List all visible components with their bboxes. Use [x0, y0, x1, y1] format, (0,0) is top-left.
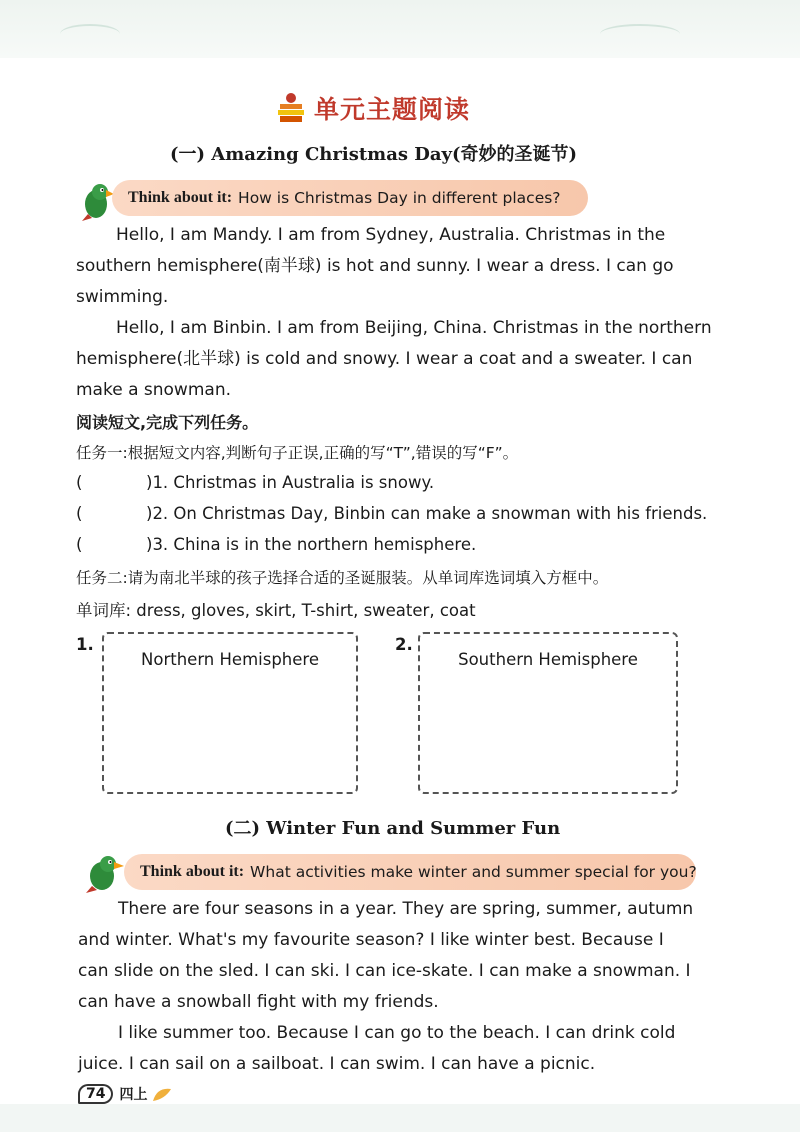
instruction-text: 阅读短文,完成下列任务。 — [76, 413, 259, 432]
section2-title: (二) Winter Fun and Summer Fun — [225, 818, 561, 839]
parrot-icon — [82, 852, 126, 894]
unit-header — [276, 90, 470, 126]
answer-blank[interactable]: ( — [76, 473, 83, 492]
passage-paragraph: Hello, I am Binbin. I am from Beijing, China. Christmas in the northern hemisphere(北半球) is cold and snowy. I wear a coat and a sweater. I can make a snowman. — [76, 318, 712, 400]
task1-item-3: ( )3. China is in the northern hemisphere. — [76, 535, 477, 554]
passage-paragraph: Hello, I am Mandy. I am from Sydney, Australia. Christmas in the southern hemisphere(南半球) is hot and sunny. I wear a dress. I can go swimming. — [76, 225, 674, 307]
northern-hemisphere-box[interactable] — [102, 632, 358, 794]
answer-blank[interactable]: ( — [76, 504, 83, 523]
think-question: What activities make winter and summer special for you? — [250, 863, 697, 881]
statement-text: 1. Christmas in Australia is snowy. — [152, 473, 435, 492]
task1-item-1: ( )1. Christmas in Australia is snowy. — [76, 473, 435, 492]
page-bottom-band — [0, 1104, 800, 1132]
word-bank: 单词库: dress, gloves, skirt, T-shirt, sweater, coat — [76, 601, 476, 620]
task2-title: 任务二:请为南北半球的孩子选择合适的圣诞服装。从单词库选词填入方框中。 — [76, 569, 609, 587]
unit-title: 单元主题阅读 — [314, 95, 471, 124]
passage-paragraph: There are four seasons in a year. They are spring, summer, autumn and winter. What's my favourite season? I like winter best. Because I can slide on the sled. I can ski. I can ice-skate. I can make a snowman. I can have a snowball fight with my friends. — [78, 899, 694, 1012]
box-label: Northern Hemisphere — [141, 650, 319, 669]
leaf-icon — [151, 1085, 173, 1103]
decorative-wave — [600, 24, 680, 44]
think-lead: Think about it: — [128, 189, 233, 206]
stacked-books-icon — [276, 92, 306, 124]
box-label: Southern Hemisphere — [458, 650, 638, 669]
answer-blank[interactable]: ( — [76, 535, 83, 554]
box2-number: 2. — [395, 635, 413, 654]
passage-paragraph: I like summer too. Because I can go to the beach. I can drink cold juice. I can sail on a sailboat. I can swim. I can have a picnic. — [78, 1023, 676, 1074]
section1-title: (一) Amazing Christmas Day(奇妙的圣诞节) — [170, 144, 578, 165]
task1-item-2: ( )2. On Christmas Day, Binbin can make a snowman with his friends. — [76, 504, 708, 523]
section2-passage — [78, 894, 698, 1080]
think-lead: Think about it: — [140, 863, 245, 880]
decorative-wave — [60, 24, 120, 44]
task1-title: 任务一:根据短文内容,判断句子正误,正确的写“T”,错误的写“F”。 — [76, 444, 519, 462]
section1-passage — [76, 220, 726, 406]
grade-label: 四上 — [119, 1087, 148, 1103]
think-about-it-banner — [124, 854, 696, 890]
parrot-icon — [76, 180, 116, 222]
box1-number: 1. — [76, 635, 94, 654]
southern-hemisphere-box[interactable] — [418, 632, 678, 794]
page-footer — [78, 1084, 173, 1104]
page-top-band — [0, 0, 800, 58]
think-about-it-banner — [112, 180, 588, 216]
page-number: 74 — [78, 1084, 113, 1104]
statement-text: 2. On Christmas Day, Binbin can make a snowman with his friends. — [152, 504, 708, 523]
statement-text: 3. China is in the northern hemisphere. — [152, 535, 477, 554]
think-question: How is Christmas Day in different places? — [238, 189, 561, 207]
